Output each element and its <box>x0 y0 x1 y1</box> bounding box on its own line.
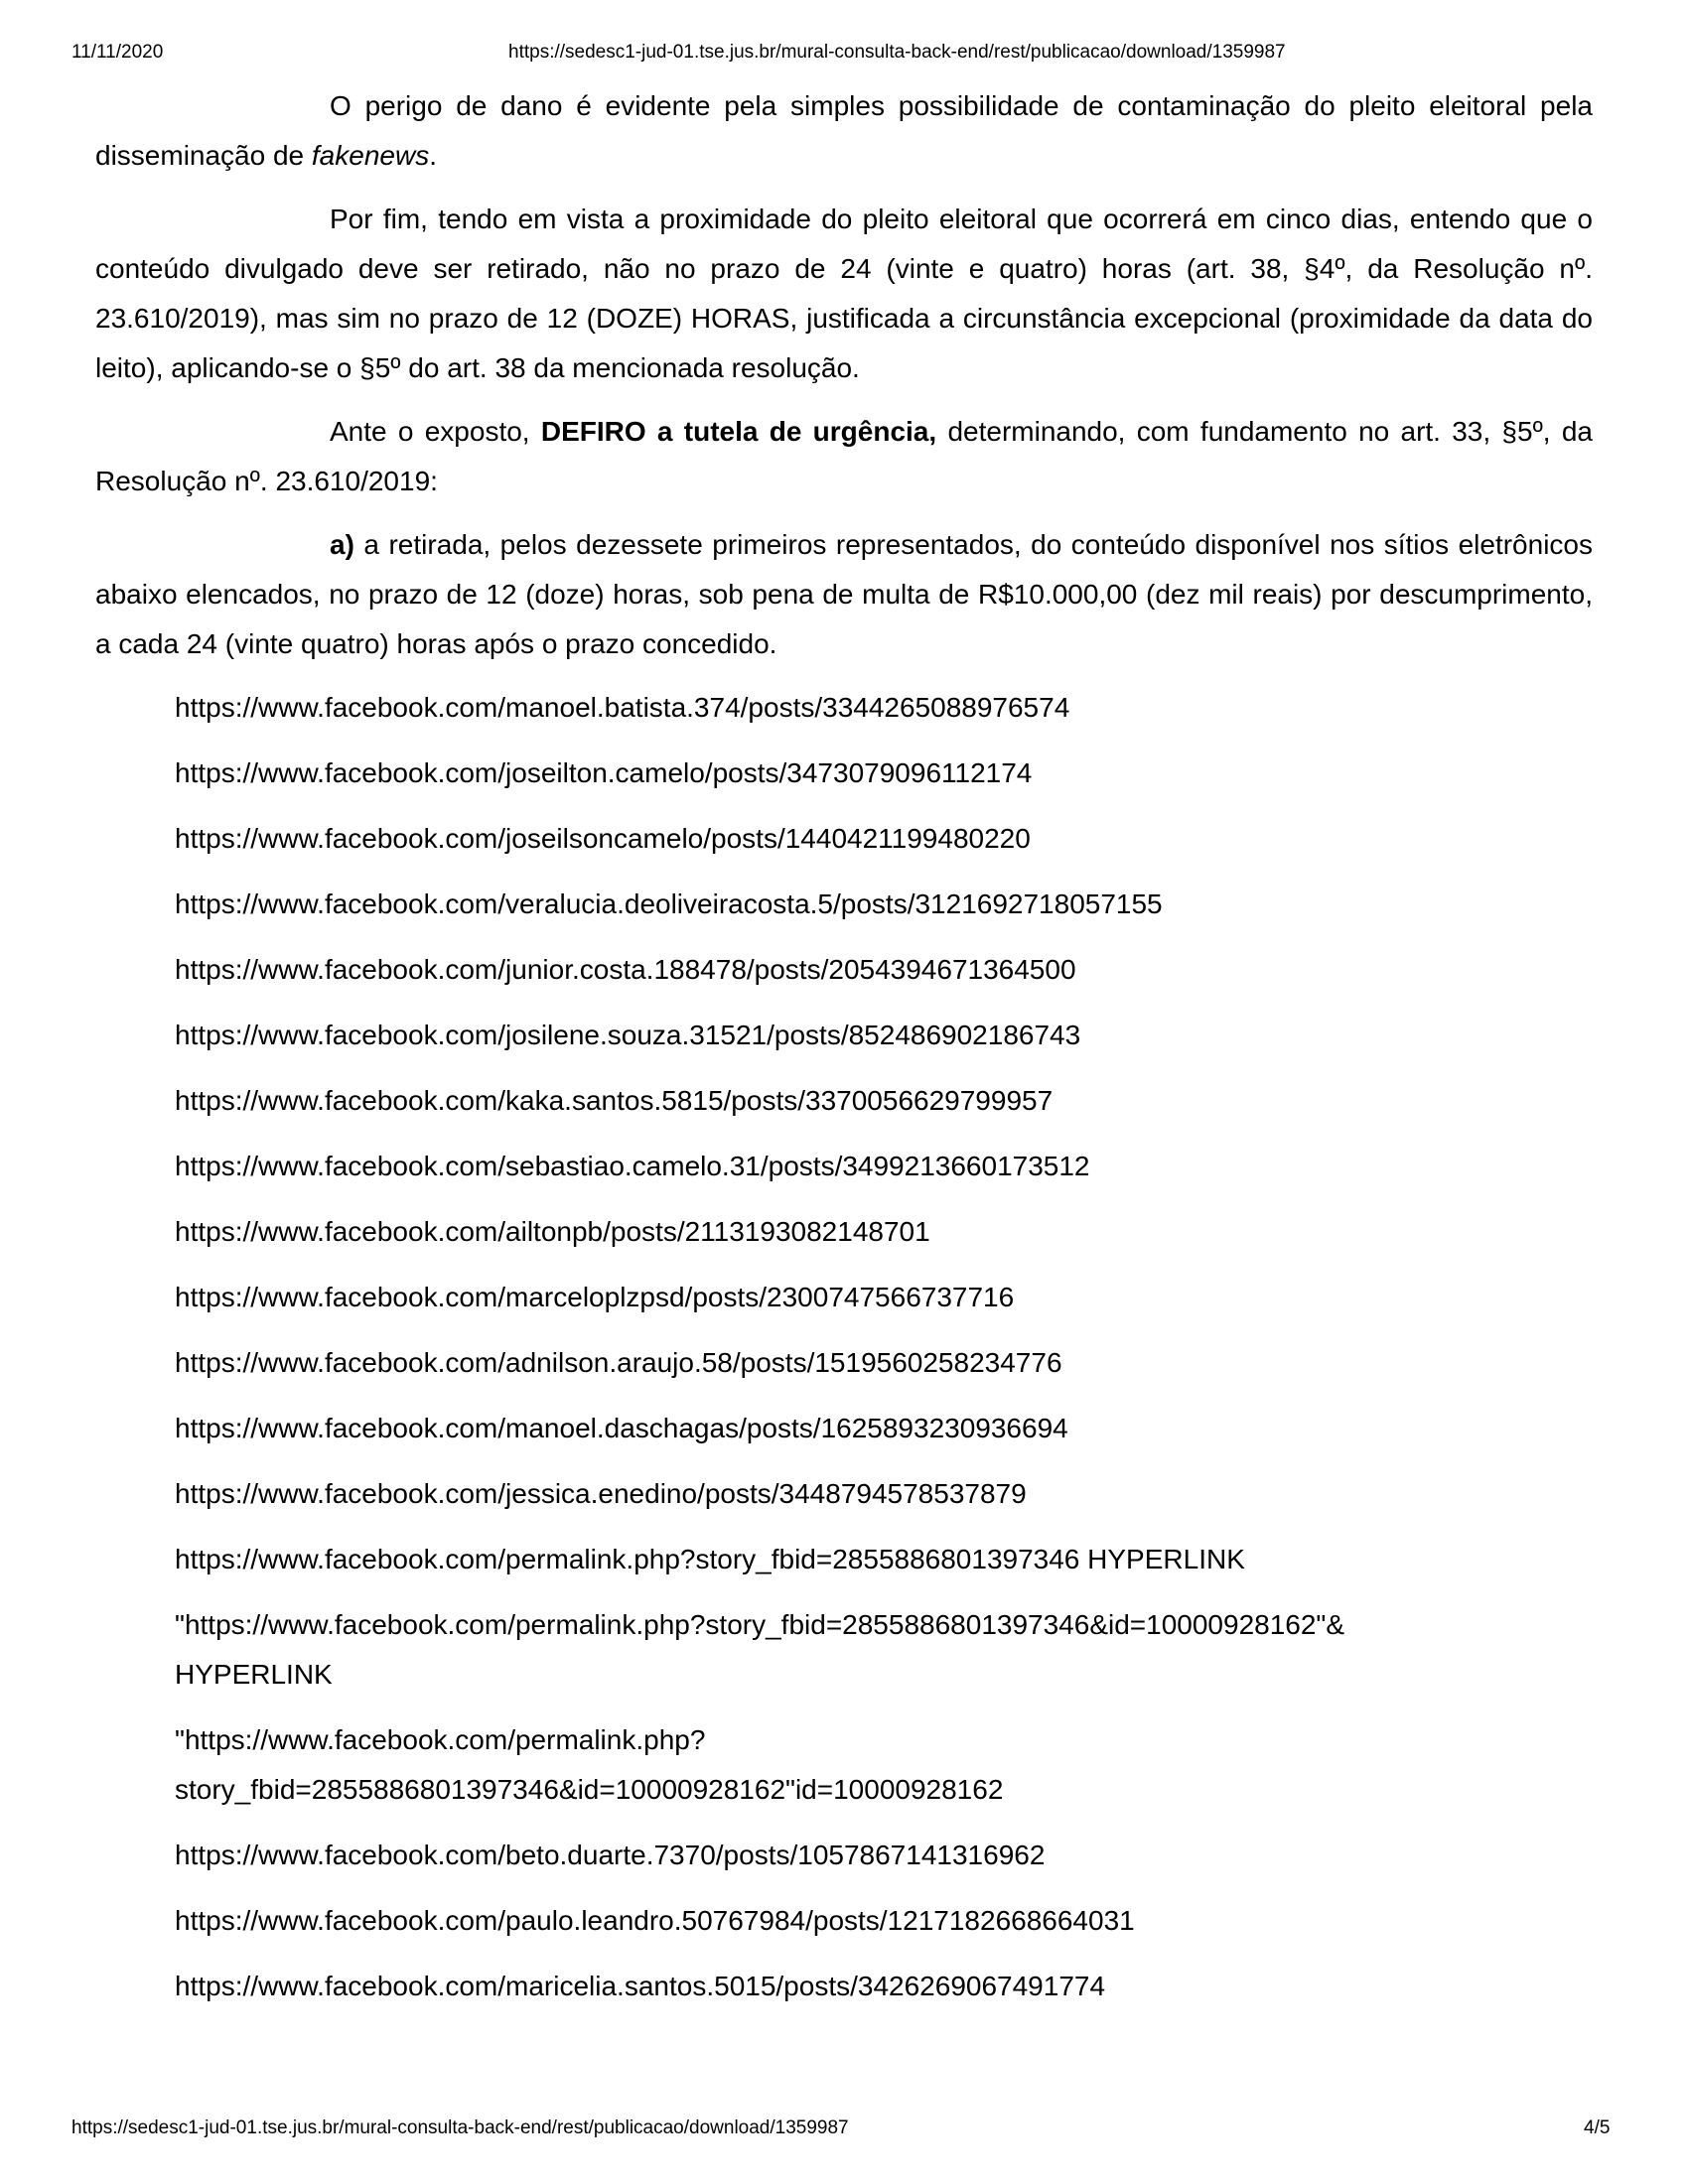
url-list-item: https://www.facebook.com/josilene.souza.31521/posts/852486902186743 <box>175 1020 1081 1050</box>
page-number: 4/5 <box>1584 2117 1611 2138</box>
footer-url: https://sedesc1-jud-01.tse.jus.br/mural-consulta-back-end/rest/publicacao/download/1359987 <box>71 2117 849 2138</box>
url-list-item: https://www.facebook.com/ailtonpb/posts/2113193082148701 <box>175 1216 930 1247</box>
paragraph-text: Ante o exposto, <box>330 416 541 447</box>
url-list-item: https://www.facebook.com/junior.costa.188478/posts/2054394671364500 <box>175 954 1076 985</box>
paragraph-item-a <box>95 520 1593 669</box>
header-url: https://sedesc1-jud-01.tse.jus.br/mural-consulta-back-end/rest/publicacao/download/1359987 <box>508 42 1286 63</box>
print-date: 11/11/2020 <box>71 42 164 63</box>
url-list-item: https://www.facebook.com/joseilton.camelo/posts/3473079096112174 <box>175 757 1033 788</box>
paragraph-deferimento <box>95 407 1593 506</box>
url-list <box>95 683 1593 2011</box>
url-list-item: https://www.facebook.com/manoel.daschagas/posts/1625893230936694 <box>175 1413 1068 1443</box>
item-a-marker: a) <box>330 529 354 560</box>
paragraph-prazo <box>95 195 1593 393</box>
url-list-item: https://www.facebook.com/adnilson.araujo.58/posts/1519560258234776 <box>175 1347 1062 1378</box>
print-footer <box>0 2117 1688 2147</box>
paragraph-text: a retirada, pelos dezessete primeiros representados, do conteúdo disponível nos sítios eletrônicos abaixo elencados, no prazo de 12 (doze) horas, sob pena de multa de R$10.000,00 (dez mil reais) por descumprimento, a cada 24 (vinte quatro) horas após o prazo concedido. <box>95 529 1593 659</box>
url-list-item: https://www.facebook.com/veralucia.deoliveiracosta.5/posts/3121692718057155 <box>175 888 1163 919</box>
url-list-item: https://www.facebook.com/jessica.enedino/posts/3448794578537879 <box>175 1478 1027 1509</box>
url-list-item: https://www.facebook.com/beto.duarte.7370/posts/1057867141316962 <box>175 1840 1046 1870</box>
paragraph-text-end: . <box>429 140 437 171</box>
paragraph-text-end: determinando, com fundamento no art. 33, §5º, da Resolução nº. 23.610/2019: <box>95 416 1594 496</box>
defiro-bold: DEFIRO a tutela de urgência, <box>540 416 937 447</box>
document-body <box>95 81 1593 2027</box>
fakenews-italic: fakenews <box>311 140 430 171</box>
paragraph-text: Por fim, tendo em vista a proximidade do pleito eleitoral que ocorrerá em cinco dias, entendo que o conteúdo divulgado deve ser retirado, não no prazo de 24 (vinte e quatro) horas (art. 38, §4º, da Resolução nº. 23.610/2019), mas sim no prazo de 12 (DOZE) HORAS, justificada a circunstância excepcional (proximidade da data do leito), aplicando-se o §5º do art. 38 da mencionada resolução. <box>95 204 1593 383</box>
url-list-item: https://www.facebook.com/paulo.leandro.50767984/posts/1217182668664031 <box>175 1905 1135 1936</box>
paragraph-text: O perigo de dano é evidente pela simples possibilidade de contaminação do pleito eleitoral pela disseminação de <box>95 90 1593 171</box>
url-list-item: https://www.facebook.com/manoel.batista.374/posts/3344265088976574 <box>175 692 1070 723</box>
url-list-item: https://www.facebook.com/joseilsoncamelo/posts/1440421199480220 <box>175 823 1031 854</box>
url-list-item: https://www.facebook.com/sebastiao.camelo.31/posts/3499213660173512 <box>175 1151 1090 1181</box>
print-header <box>0 42 1688 71</box>
url-list-item: https://www.facebook.com/kaka.santos.5815/posts/3370056629799957 <box>175 1085 1054 1116</box>
url-list-item: https://www.facebook.com/marceloplzpsd/posts/2300747566737716 <box>175 1282 1015 1312</box>
url-list-item: https://www.facebook.com/maricelia.santos.5015/posts/3426269067491774 <box>175 1971 1106 2001</box>
url-list-item: "https://www.facebook.com/permalink.php? story_fbid=2855886801397346&id=10000928162"id=10000928162 <box>175 1724 1004 1805</box>
paragraph-perigo-de-dano <box>95 81 1593 181</box>
url-list-item: https://www.facebook.com/permalink.php?story_fbid=2855886801397346 HYPERLINK <box>175 1544 1245 1574</box>
url-list-item: "https://www.facebook.com/permalink.php?story_fbid=2855886801397346&id=10000928162"& HYPERLINK <box>175 1609 1345 1690</box>
